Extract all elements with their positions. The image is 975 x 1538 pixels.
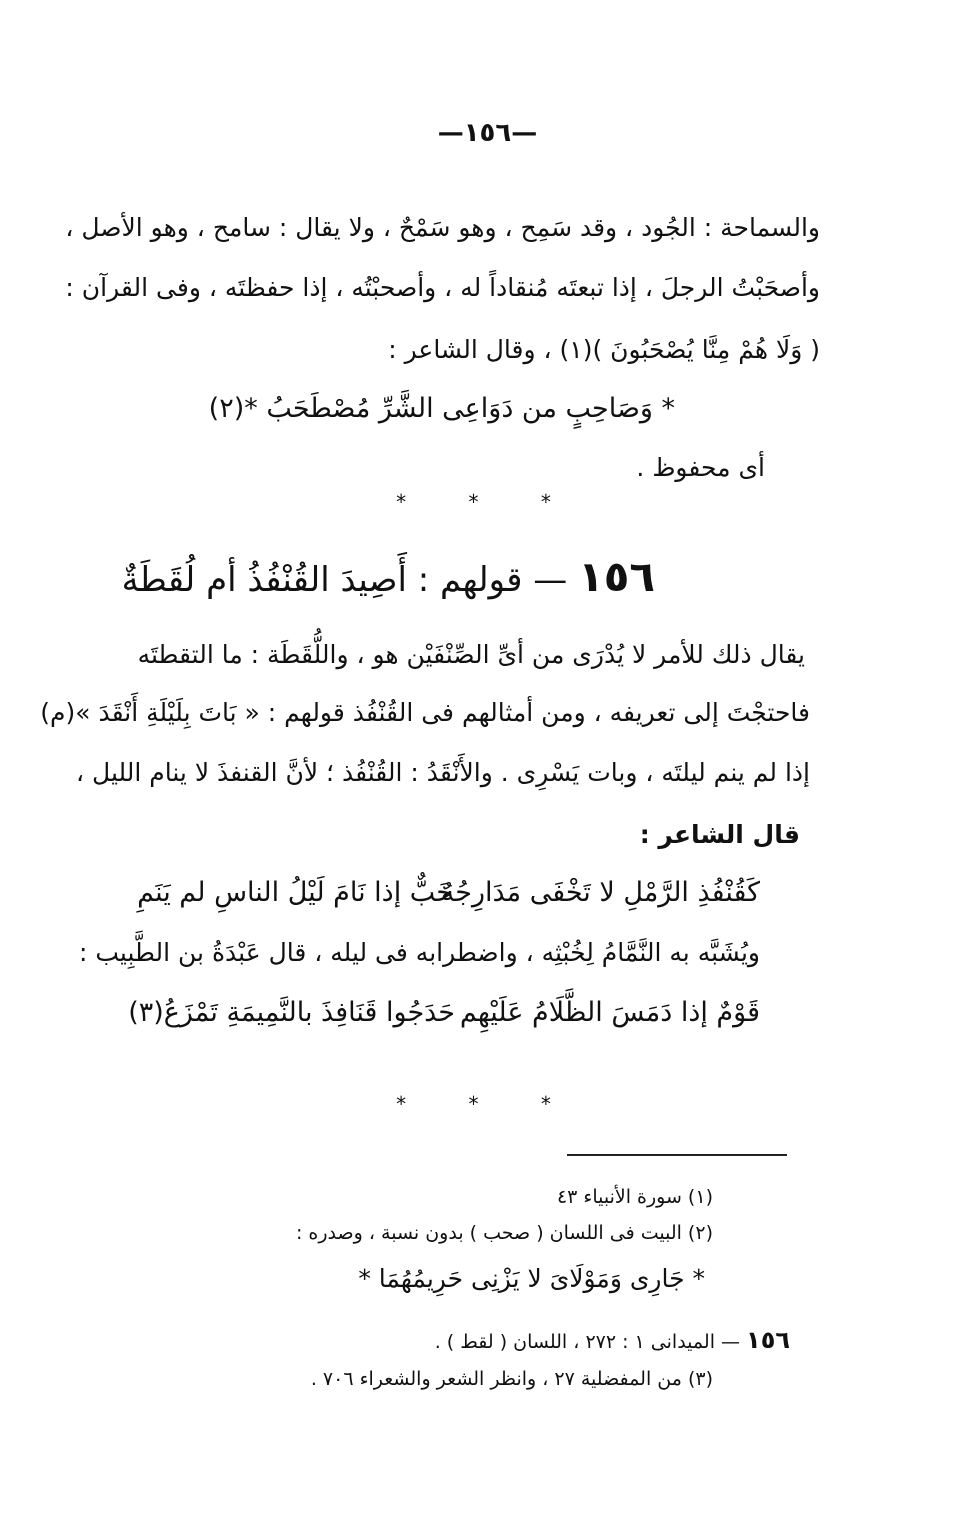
entry-heading [122, 552, 655, 605]
separator-top: * * * [396, 490, 579, 514]
body-line-5: ويُشَبَّه به النَّمَّامُ لِخُبْثِه ، واضطرابه فى ليله ، قال عَبْدَةُ بن الطَّبِيب : [78, 938, 760, 967]
entry-number: ١٥٦ [578, 552, 655, 601]
verse-2-first-hemistich: قَوْمٌ إذا دَمَسَ الظَّلَامُ عَلَيْهِم [459, 997, 760, 1028]
separator-bottom: * * * [396, 1092, 579, 1116]
body-line-2: فاحتجْتَ إلى تعريفه ، ومن أمثالهم فى القُنْفُذ قولهم : « بَاتَ بِلَيْلَةِ أَنْقَدَ »(م) [40, 698, 810, 727]
page-number: —١٥٦— [437, 118, 538, 148]
body-line-3: إذا لم ينم ليلتَه ، وبات يَسْرِى . والأَنْقَدُ : القُنْفُذ ؛ لأنَّ القنفذَ لا ينام الليل ، [76, 758, 810, 787]
intro-verse: * وَصَاحِبٍ من دَوَاعِى الشَّرِّ مُصْطَحَبُ *(٢) [208, 393, 675, 424]
footnote-2: (٢) البيت فى اللسان ( صحب ) بدون نسبة ، وصدره : [295, 1222, 713, 1244]
entry-dash: — [522, 560, 579, 600]
footnote-entry-number: ١٥٦ [746, 1326, 790, 1354]
footnote-entry-text: — الميدانى ١ : ٢٧٢ ، اللسان ( لقط ) . [434, 1331, 747, 1353]
entry-title: قولهم : أَصِيدَ القُنْفُذُ أم لُقَطَةٌ [121, 560, 523, 600]
footnote-3: (٣) من المفضلية ٢٧ ، وانظر الشعر والشعراء ٧٠٦ . [310, 1368, 713, 1390]
body-line-1: يقال ذلك للأمر لا يُدْرَى من أىِّ الصِّنْفَيْن هو ، واللُّقَطَة : ما التقطتَه [137, 640, 805, 669]
body-line-4: قال الشاعر : [639, 820, 800, 849]
intro-line-3: ( وَلَا هُمْ مِنَّا يُصْحَبُونَ )(١) ، وقال الشاعر : [388, 335, 820, 364]
intro-line-2: وأصحَبْتُ الرجلَ ، إذا تبعتَه مُنقاداً له ، وأصحبْتُه ، إذا حفظتَه ، وفى القرآن : [65, 273, 820, 302]
footnote-2-verse: * جَارِى وَمَوْلَاىَ لا يَزْنِى حَرِيمُهُمَا * [358, 1264, 705, 1293]
verse-1-first-hemistich: كَقُنْفُذِ الرَّمْلِ لا تَخْفَى مَدَارِجُهُ [440, 877, 760, 908]
footnote-rule [567, 1154, 787, 1156]
intro-line-1: والسماحة : الجُود ، وقد سَمِح ، وهو سَمْحٌ ، ولا يقال : سامح ، وهو الأصل ، [65, 213, 820, 242]
intro-line-4: أى محفوظ . [636, 453, 765, 482]
footnote-entry [435, 1325, 790, 1357]
verse-2-second-hemistich: حَدَجُوا قَنَافِذَ بالنَّمِيمَةِ تَمْزَعُ(٣) [128, 997, 455, 1028]
footnote-1: (١) سورة الأنبياء ٤٣ [556, 1186, 713, 1208]
verse-1-second-hemistich: خَبٌّ إذا نَامَ لَيْلُ الناسِ لم يَنَمِ [137, 877, 453, 908]
